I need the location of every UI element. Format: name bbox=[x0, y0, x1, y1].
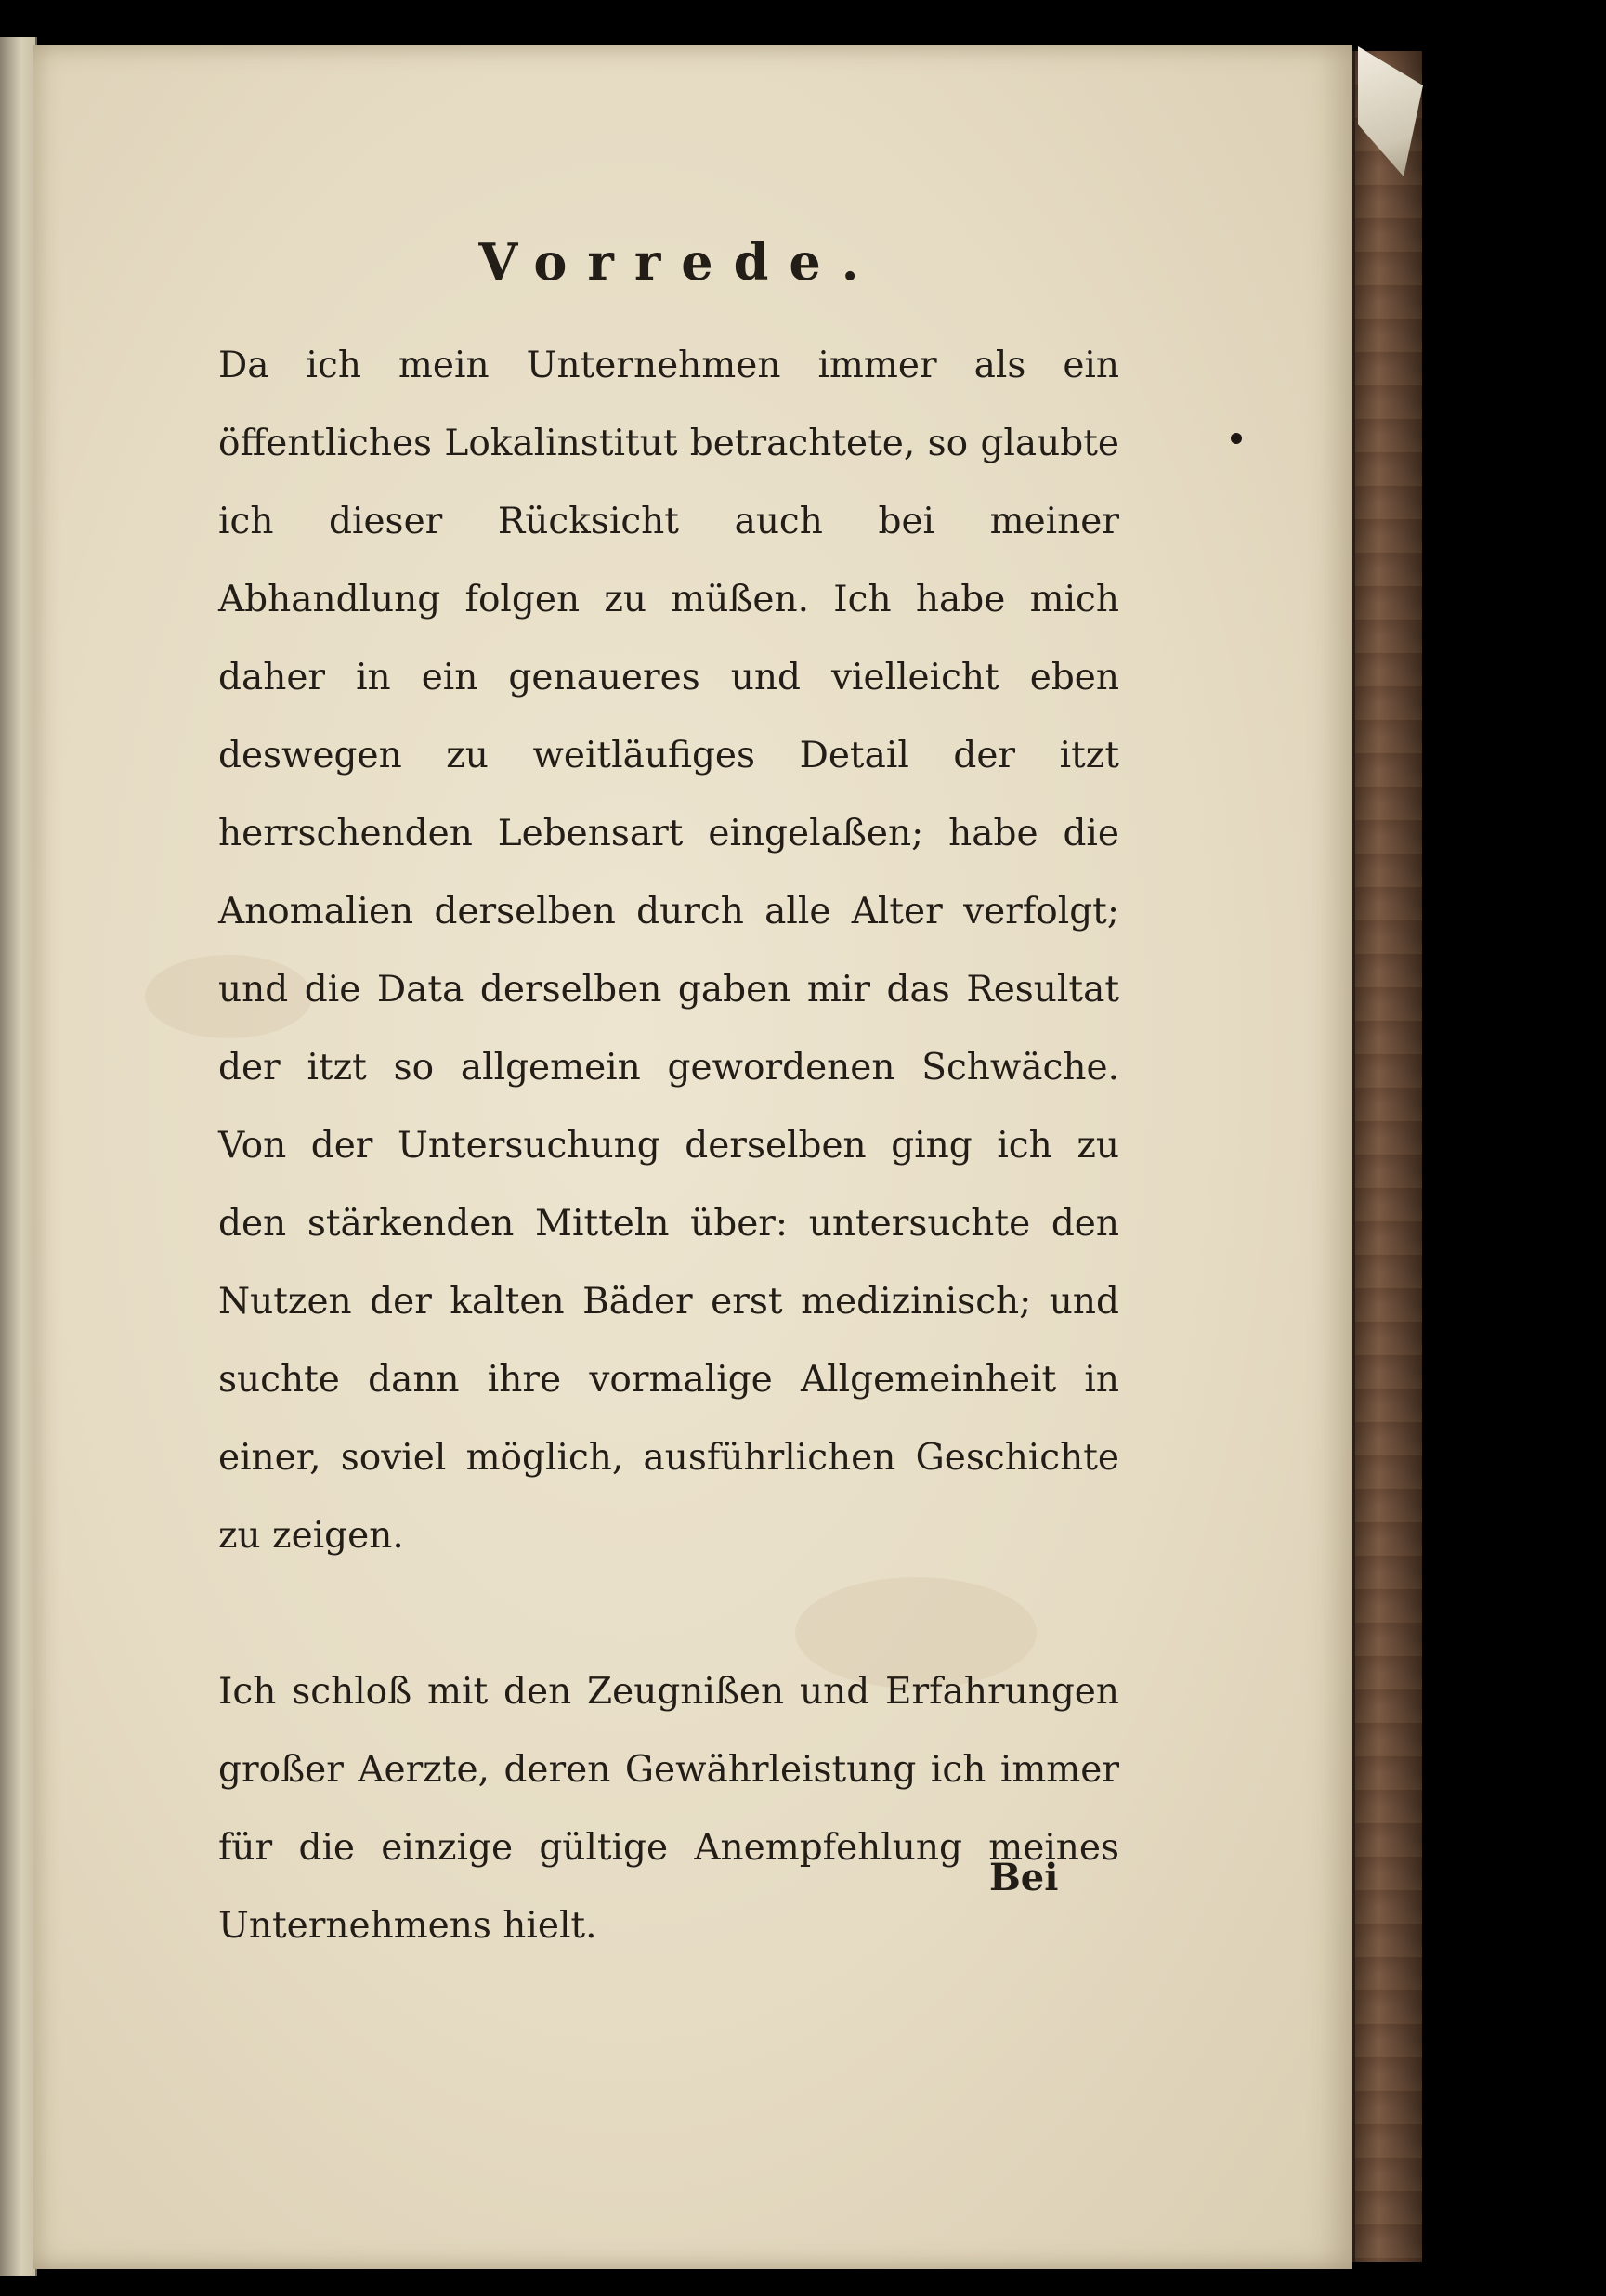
left-page-edge bbox=[0, 37, 37, 2276]
page-title: Vorrede. bbox=[478, 232, 880, 292]
catchword: Bei bbox=[989, 1856, 1059, 1899]
book-binding bbox=[1352, 51, 1422, 2262]
paragraph-1: Da ich mein Unternehmen immer als ein öffentliches Lokalinstitut betrachtete, so glaubte ich dieser Rücksicht auch bei meiner Abhandlung folgen zu müßen. Ich habe mich daher in ein genaueres und vielleicht eben deswegen zu weitläufiges Detail der itzt herrschenden Lebensart eingelaßen; habe die Anomalien derselben durch alle Alter verfolgt; und die Data derselben gaben mir das Resultat der itzt so allgemein gewordenen Schwäche. Von der Untersuchung derselben ging ich zu den stärkenden Mitteln über: untersuchte den Nutzen der kalten Bäder erst medizinisch; und suchte dann ihre vormalige Allgemeinheit in einer, soviel möglich, ausführlichen Geschichte zu zeigen. bbox=[218, 345, 1119, 1557]
text-block bbox=[218, 232, 1119, 1965]
ink-dot bbox=[1231, 433, 1242, 444]
paragraph-2: Ich schloß mit den Zeugnißen und Erfahrungen großer Aerzte, deren Gewährleistung ich immer für die einzige gültige Anempfehlung meines Unternehmens hielt. bbox=[218, 1671, 1119, 1947]
